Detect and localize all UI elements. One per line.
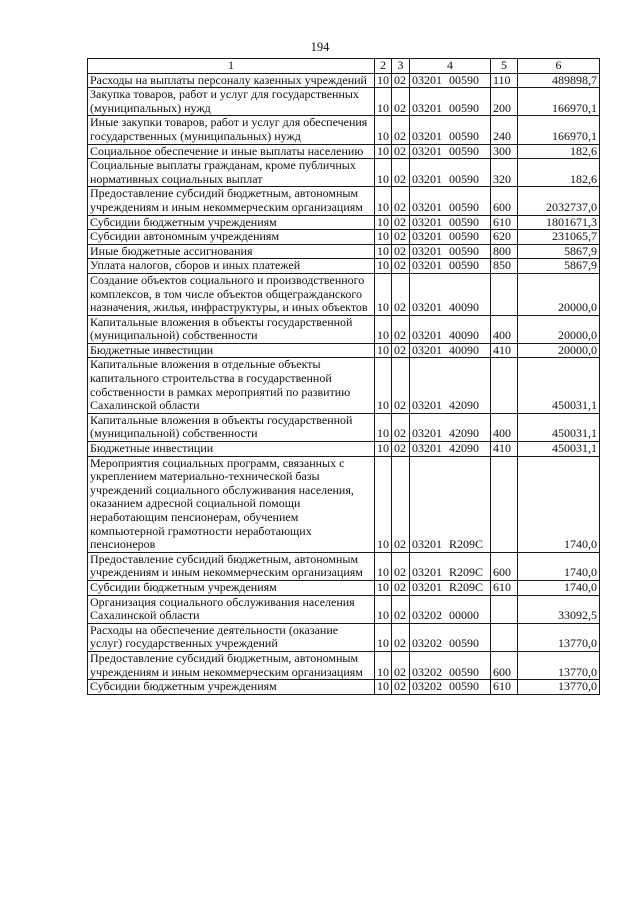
row-expense-type-cell [491, 273, 518, 315]
row-subsection-cell: 02 [392, 259, 410, 274]
table-row [88, 358, 600, 413]
row-name-cell: Создание объектов социального и производственного комплексов, в том числе объектов общегражданского назначения, жилья, инфраструктуры, и иных объектов [88, 273, 375, 315]
row-target-code-cell: 03201 40090 [410, 315, 491, 343]
row-name-cell: Бюджетные инвестиции [88, 343, 375, 358]
row-amount-cell: 1801671,3 [518, 215, 600, 230]
column-header: 1 [88, 59, 375, 74]
table-row [88, 116, 600, 144]
row-expense-type-cell: 610 [491, 215, 518, 230]
row-name-cell: Субсидии бюджетным учреждениям [88, 580, 375, 595]
row-name-cell: Иные закупки товаров, работ и услуг для обеспечения государственных (муниципальных) нужд [88, 116, 375, 144]
row-name-cell: Уплата налогов, сборов и иных платежей [88, 259, 375, 274]
row-name-cell: Расходы на обеспечение деятельности (оказание услуг) государственных учреждений [88, 623, 375, 651]
row-target-code-cell: 03201 00590 [410, 259, 491, 274]
row-expense-type-cell: 600 [491, 651, 518, 679]
table-row [88, 315, 600, 343]
row-subsection-cell: 02 [392, 273, 410, 315]
row-amount-cell: 450031,1 [518, 358, 600, 413]
row-expense-type-cell: 320 [491, 159, 518, 187]
row-expense-type-cell: 610 [491, 580, 518, 595]
table-row [88, 259, 600, 274]
table-row [88, 413, 600, 441]
row-section-cell: 10 [375, 187, 392, 215]
row-amount-cell: 13770,0 [518, 680, 600, 695]
row-subsection-cell: 02 [392, 456, 410, 552]
row-name-cell: Капитальные вложения в объекты государственной (муниципальной) собственности [88, 413, 375, 441]
row-name-cell: Бюджетные инвестиции [88, 442, 375, 457]
row-name-cell: Капитальные вложения в отдельные объекты капитального строительства в государственной собственности в рамках мероприятий по развитию Сахалинской области [88, 358, 375, 413]
row-name-cell: Предоставление субсидий бюджетным, автономным учреждениям и иным некоммерческим организациям [88, 187, 375, 215]
row-name-cell: Организация социального обслуживания населения Сахалинской области [88, 595, 375, 623]
row-section-cell: 10 [375, 343, 392, 358]
row-amount-cell: 33092,5 [518, 595, 600, 623]
row-section-cell: 10 [375, 580, 392, 595]
row-section-cell: 10 [375, 159, 392, 187]
row-expense-type-cell: 240 [491, 116, 518, 144]
row-subsection-cell: 02 [392, 244, 410, 259]
row-amount-cell: 20000,0 [518, 343, 600, 358]
column-header: 2 [375, 59, 392, 74]
table-row [88, 680, 600, 695]
row-target-code-cell: 03201 42090 [410, 358, 491, 413]
row-amount-cell: 13770,0 [518, 651, 600, 679]
row-subsection-cell: 02 [392, 159, 410, 187]
row-expense-type-cell [491, 358, 518, 413]
row-expense-type-cell: 410 [491, 442, 518, 457]
row-amount-cell: 1740,0 [518, 552, 600, 580]
row-subsection-cell: 02 [392, 595, 410, 623]
row-subsection-cell: 02 [392, 215, 410, 230]
row-name-cell: Иные бюджетные ассигнования [88, 244, 375, 259]
row-subsection-cell: 02 [392, 580, 410, 595]
row-section-cell: 10 [375, 680, 392, 695]
row-subsection-cell: 02 [392, 116, 410, 144]
row-section-cell: 10 [375, 144, 392, 159]
row-subsection-cell: 02 [392, 343, 410, 358]
row-target-code-cell: 03201 00590 [410, 187, 491, 215]
row-expense-type-cell: 850 [491, 259, 518, 274]
row-target-code-cell: 03201 00590 [410, 159, 491, 187]
row-name-cell: Закупка товаров, работ и услуг для государственных (муниципальных) нужд [88, 88, 375, 116]
row-section-cell: 10 [375, 315, 392, 343]
row-amount-cell: 1740,0 [518, 580, 600, 595]
row-target-code-cell: 03201 40090 [410, 273, 491, 315]
row-subsection-cell: 02 [392, 315, 410, 343]
row-target-code-cell: 03201 00590 [410, 244, 491, 259]
table-row [88, 580, 600, 595]
row-name-cell: Социальные выплаты гражданам, кроме публичных нормативных социальных выплат [88, 159, 375, 187]
row-target-code-cell: 03201 R209C [410, 552, 491, 580]
row-target-code-cell: 03201 00590 [410, 73, 491, 88]
row-subsection-cell: 02 [392, 651, 410, 679]
row-section-cell: 10 [375, 552, 392, 580]
row-section-cell: 10 [375, 230, 392, 245]
row-subsection-cell: 02 [392, 413, 410, 441]
row-amount-cell: 166970,1 [518, 116, 600, 144]
column-header: 3 [392, 59, 410, 74]
row-amount-cell: 2032737,0 [518, 187, 600, 215]
row-subsection-cell: 02 [392, 680, 410, 695]
table-row [88, 159, 600, 187]
row-amount-cell: 166970,1 [518, 88, 600, 116]
row-amount-cell: 450031,1 [518, 442, 600, 457]
table-row [88, 88, 600, 116]
row-target-code-cell: 03201 42090 [410, 413, 491, 441]
table-row [88, 187, 600, 215]
row-section-cell: 10 [375, 623, 392, 651]
table-row [88, 623, 600, 651]
row-amount-cell: 20000,0 [518, 315, 600, 343]
table-row [88, 244, 600, 259]
row-name-cell: Субсидии автономным учреждениям [88, 230, 375, 245]
row-subsection-cell: 02 [392, 623, 410, 651]
row-expense-type-cell: 110 [491, 73, 518, 88]
row-subsection-cell: 02 [392, 73, 410, 88]
row-amount-cell: 182,6 [518, 159, 600, 187]
row-subsection-cell: 02 [392, 230, 410, 245]
row-amount-cell: 5867,9 [518, 259, 600, 274]
row-name-cell: Субсидии бюджетным учреждениям [88, 215, 375, 230]
row-target-code-cell: 03202 00590 [410, 680, 491, 695]
row-subsection-cell: 02 [392, 187, 410, 215]
page-number: 194 [310, 40, 330, 54]
row-name-cell: Предоставление субсидий бюджетным, автономным учреждениям и иным некоммерческим организациям [88, 552, 375, 580]
row-section-cell: 10 [375, 215, 392, 230]
row-expense-type-cell: 620 [491, 230, 518, 245]
row-expense-type-cell: 410 [491, 343, 518, 358]
row-section-cell: 10 [375, 116, 392, 144]
row-expense-type-cell [491, 623, 518, 651]
row-expense-type-cell [491, 456, 518, 552]
row-amount-cell: 182,6 [518, 144, 600, 159]
row-expense-type-cell: 400 [491, 413, 518, 441]
row-expense-type-cell [491, 595, 518, 623]
row-target-code-cell: 03201 00590 [410, 230, 491, 245]
row-amount-cell: 1740,0 [518, 456, 600, 552]
table-row [88, 456, 600, 552]
row-amount-cell: 450031,1 [518, 413, 600, 441]
row-target-code-cell: 03202 00590 [410, 623, 491, 651]
row-section-cell: 10 [375, 456, 392, 552]
row-target-code-cell: 03202 00590 [410, 651, 491, 679]
table-row [88, 230, 600, 245]
table-row [88, 215, 600, 230]
row-section-cell: 10 [375, 259, 392, 274]
row-section-cell: 10 [375, 651, 392, 679]
row-target-code-cell: 03201 00590 [410, 144, 491, 159]
row-name-cell: Капитальные вложения в объекты государственной (муниципальной) собственности [88, 315, 375, 343]
row-section-cell: 10 [375, 358, 392, 413]
row-expense-type-cell: 600 [491, 552, 518, 580]
table-row [88, 144, 600, 159]
row-subsection-cell: 02 [392, 144, 410, 159]
row-name-cell: Социальное обеспечение и иные выплаты населению [88, 144, 375, 159]
table-row [88, 273, 600, 315]
budget-table [87, 58, 600, 695]
row-amount-cell: 20000,0 [518, 273, 600, 315]
row-section-cell: 10 [375, 88, 392, 116]
row-target-code-cell: 03201 42090 [410, 442, 491, 457]
table-row [88, 73, 600, 88]
row-subsection-cell: 02 [392, 358, 410, 413]
row-expense-type-cell: 600 [491, 187, 518, 215]
row-expense-type-cell: 300 [491, 144, 518, 159]
column-header: 5 [491, 59, 518, 74]
row-target-code-cell: 03201 00590 [410, 116, 491, 144]
row-subsection-cell: 02 [392, 442, 410, 457]
column-header: 4 [410, 59, 491, 74]
row-section-cell: 10 [375, 273, 392, 315]
table-row [88, 343, 600, 358]
row-target-code-cell: 03201 40090 [410, 343, 491, 358]
row-amount-cell: 5867,9 [518, 244, 600, 259]
row-section-cell: 10 [375, 244, 392, 259]
table-row [88, 552, 600, 580]
row-target-code-cell: 03202 00000 [410, 595, 491, 623]
row-name-cell: Расходы на выплаты персоналу казенных учреждений [88, 73, 375, 88]
row-amount-cell: 13770,0 [518, 623, 600, 651]
row-name-cell: Мероприятия социальных программ, связанных с укреплением материально-технической базы учреждений социального обслуживания населения, оказанием адресной социальной помощи неработающим пенсионерам, обучением компьютерной грамотности неработающих пенсионеров [88, 456, 375, 552]
table-row [88, 651, 600, 679]
row-section-cell: 10 [375, 595, 392, 623]
row-target-code-cell: 03201 00590 [410, 88, 491, 116]
row-amount-cell: 231065,7 [518, 230, 600, 245]
table-row [88, 595, 600, 623]
row-target-code-cell: 03201 00590 [410, 215, 491, 230]
row-subsection-cell: 02 [392, 552, 410, 580]
row-section-cell: 10 [375, 442, 392, 457]
row-target-code-cell: 03201 R209C [410, 456, 491, 552]
header-row [88, 59, 600, 74]
row-section-cell: 10 [375, 73, 392, 88]
row-section-cell: 10 [375, 413, 392, 441]
row-amount-cell: 489898,7 [518, 73, 600, 88]
row-target-code-cell: 03201 R209C [410, 580, 491, 595]
row-subsection-cell: 02 [392, 88, 410, 116]
row-name-cell: Субсидии бюджетным учреждениям [88, 680, 375, 695]
column-header: 6 [518, 59, 600, 74]
row-expense-type-cell: 610 [491, 680, 518, 695]
table-row [88, 442, 600, 457]
row-expense-type-cell: 400 [491, 315, 518, 343]
row-expense-type-cell: 800 [491, 244, 518, 259]
row-expense-type-cell: 200 [491, 88, 518, 116]
row-name-cell: Предоставление субсидий бюджетным, автономным учреждениям и иным некоммерческим организациям [88, 651, 375, 679]
